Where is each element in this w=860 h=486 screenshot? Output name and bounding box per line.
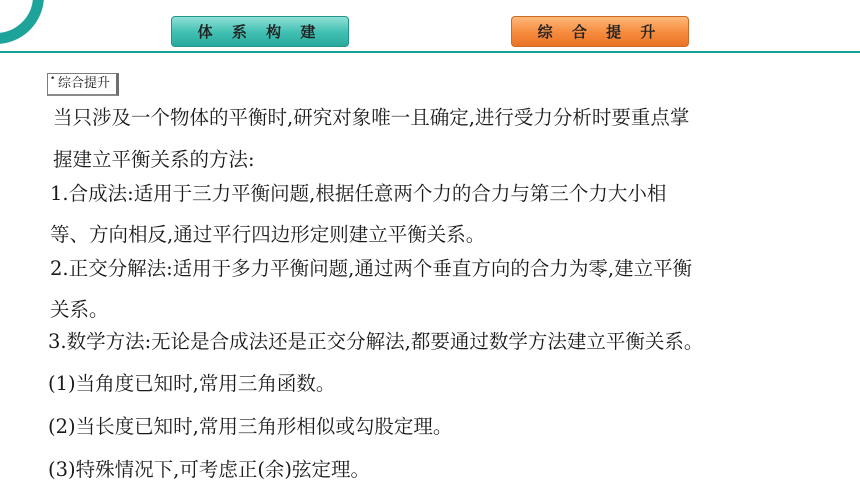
tab-comprehensive-improve[interactable]: 综 合 提 升 xyxy=(511,16,689,47)
text-line-3: 1.合成法:适用于三力平衡问题,根据任意两个力的合力与第三个力大小相 xyxy=(50,182,667,205)
section-tag-label: 综合提升 xyxy=(58,76,111,91)
text-line-7: 3.数学方法:无论是合成法还是正交分解法,都要通过数学方法建立平衡关系。 xyxy=(48,330,704,353)
tab-system-build[interactable]: 体 系 构 建 xyxy=(171,16,349,47)
text-line-6: 关系。 xyxy=(50,298,109,321)
text-line-2: 握建立平衡关系的方法: xyxy=(53,148,255,171)
text-line-5: 2.正交分解法:适用于多力平衡问题,通过两个垂直方向的合力为零,建立平衡 xyxy=(50,257,693,280)
text-line-4: 等、方向相反,通过平行四边形定则建立平衡关系。 xyxy=(50,223,486,246)
text-line-8: (1)当角度已知时,常用三角函数。 xyxy=(48,372,336,395)
tag-marker-icon: • xyxy=(50,74,56,84)
corner-decoration xyxy=(0,0,44,44)
text-line-9: (2)当长度已知时,常用三角形相似或勾股定理。 xyxy=(48,415,453,438)
section-tag xyxy=(47,73,119,96)
text-line-1: 当只涉及一个物体的平衡时,研究对象唯一且确定,进行受力分析时要重点掌 xyxy=(53,106,690,129)
header-divider xyxy=(0,51,860,53)
text-line-10: (3)特殊情况下,可考虑正(余)弦定理。 xyxy=(48,458,371,481)
